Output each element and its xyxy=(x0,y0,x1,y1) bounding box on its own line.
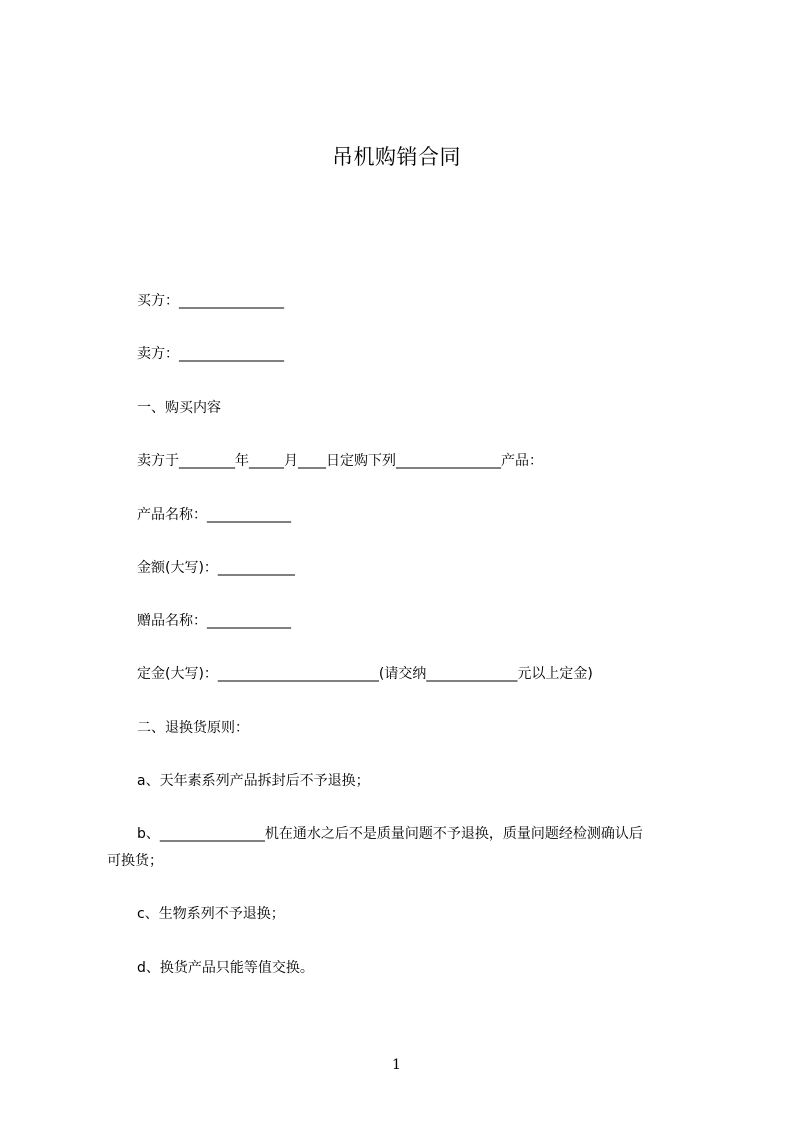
buyer-line: 买方：_______________ xyxy=(137,293,284,309)
amount-line: 金额(大写)：___________ xyxy=(137,560,295,576)
rule-a: a、天年素系列产品拆封后不予退换； xyxy=(137,773,370,789)
document-title: 吊机购销合同 xyxy=(332,145,461,169)
gift-name-line: 赠品名称：____________ xyxy=(137,613,291,629)
rule-c: c、生物系列不予退换； xyxy=(137,906,285,922)
rule-b-line-1: b、_______________机在通水之后不是质量问题不予退换，质量问题经检测确认后 xyxy=(137,826,643,842)
rule-b-line-2: 可换货； xyxy=(107,853,163,869)
page-number: 1 xyxy=(392,1057,401,1073)
section-2-heading: 二、退换货原则： xyxy=(137,720,249,736)
section-1-heading: 一、购买内容 xyxy=(137,400,221,416)
deposit-line: 定金(大写)：_______________________(请交纳_____________元以上定金) xyxy=(137,666,593,682)
seller-line: 卖方：_______________ xyxy=(137,346,284,362)
purchase-line: 卖方于________年_____月____日定购下列_______________产品： xyxy=(137,453,543,469)
product-name-line: 产品名称：____________ xyxy=(137,507,291,523)
rule-d: d、换货产品只能等值交换。 xyxy=(137,960,314,976)
